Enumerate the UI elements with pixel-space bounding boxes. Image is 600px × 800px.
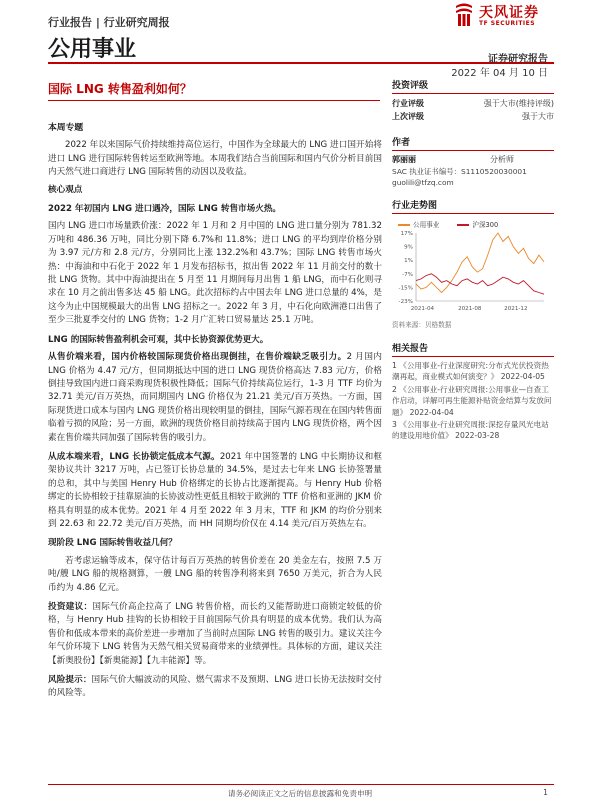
- legend-sector-label: 公用事业: [413, 221, 440, 229]
- x-tick-label: 2021-08: [458, 306, 482, 312]
- paragraph-2: [48, 351, 382, 445]
- paragraph-2-text: 2 月国内 LNG 价格为 4.47 元/方，但同期抵达中国的进口 LNG 现货价格高达 7.83 元/方，价格倒挂导致国内进口商采购现货积极性降低；国际气价持续高位运行，1-3 月 TTF 均价为 32.71 美元/百万英热，而同期国内 LNG 价格仅为 21.21 美元/百万英热。一方面，国际现货进口成本与国内 LNG 现货价格出现较明显的倒挂，国际气源若现在在国内转售面临着亏损的风险；另一方面，欧洲的现货价格目前持续高于国内 LNG 现货价格，两个因素在售价端共同加强了国际转售的吸引力。: [48, 352, 382, 443]
- series-line-csi300: [416, 274, 544, 294]
- section-heading-3: 现阶段 LNG 国际转售收益几何？: [48, 538, 177, 549]
- company-logo: [453, 2, 563, 32]
- core-view-heading: 核心观点: [48, 184, 83, 195]
- intro-paragraph: 2022 年以来国际气价持续维持高位运行，中国作为全球最大的 LNG 进口国开始将进口 LNG 进行国际转售转运至欧洲等地。本周我们结合当前国际和国内气价分析目前国内天然气进口商进行 LNG 国际转售的动因以及收益。: [48, 140, 382, 178]
- author-email[interactable]: guolili@tfzq.com: [392, 178, 454, 187]
- paragraph-3: [48, 451, 382, 531]
- paragraph-2-lead: 从售价端来看，国内价格较国际现货价格出现倒挂，在售价端缺乏吸引力。: [48, 352, 347, 363]
- sector-title: 公用事业: [48, 37, 137, 62]
- author-role: 分析师: [490, 155, 514, 164]
- sidebar: [392, 78, 554, 443]
- risk-warning-text: 国际气价大幅波动的风险、燃气需求不及预期、LNG 进口长协无法按时交付的风险等。: [48, 675, 382, 699]
- related-heading: 相关报告: [392, 341, 554, 357]
- report-date: 2022 年 04 月 10 日: [451, 68, 548, 79]
- page-number: 1: [543, 788, 548, 797]
- x-tick-label: 2021-04: [410, 306, 435, 312]
- author-heading: 作者: [392, 135, 554, 151]
- related-report-2[interactable]: 2 《公用事业-行业研究周报:公用事业—自查工作启动，详解可再生能源补贴资金结算与发放问题》 2022-04-04: [392, 384, 552, 417]
- industry-rating-value: 强于大市(维持评级): [483, 99, 554, 108]
- risk-warning-lead: 风险提示：: [48, 675, 92, 686]
- investment-advice-text: 国际气价高企拉高了 LNG 转售价格，而长约又能帮助进口商锁定较低的价格，与 Henry Hub 挂钩的长协相较于目前国际气价具有明显的成本优势。我们认为高售价和低成本带来的高价差进一步增加了当前时点国际 LNG 转售的吸引力。建议关注今年气价环境下 LNG 转售为天然气相关贸易商带来的业绩弹性。具体标的方面，建议关注【新奥股份】【新奥能源】【九丰能源】等。: [48, 602, 382, 666]
- previous-rating-row: [392, 110, 554, 123]
- previous-rating-label: 上次评级: [392, 112, 424, 121]
- report-category: 行业报告 | 行业研究周报: [48, 16, 170, 29]
- trend-chart: [392, 217, 554, 317]
- industry-rating-row: [392, 97, 554, 110]
- industry-rating-label: 行业评级: [392, 99, 424, 108]
- y-tick-label: -23%: [398, 299, 413, 305]
- trend-chart-svg: [392, 217, 554, 317]
- risk-warning: [48, 674, 382, 701]
- subtitle-divider: [48, 100, 380, 101]
- logo-text-cn: 天风证券: [479, 5, 539, 21]
- author-name: 郭丽丽: [392, 155, 416, 164]
- paragraph-3-text: 2021 年中国签署的 LNG 中长期协议和框架协议共计 3217 万吨，占已签订长协总量的 34.5%，是过去七年来 LNG 长协签署量的总和，其中与美国 Henry Hub 价格绑定的长协占比逐渐提高。与 Henry Hub 价格绑定的长协相较于挂靠原油的长协波动性更低且相较于欧洲的 TTF 价格和亚洲的 JKM 价格具有明显的成本优势。2021 年 4 月至 2022 年 3 月末，TTF 和 JKM 的均价分别来到 22.63 和 22.72 美元/百万英热，而 HH 同期均价仅在 4.14 美元/百万英热左右。: [48, 451, 382, 529]
- author-cert: SAC 执业证书编号：S1110520030001: [392, 167, 527, 176]
- y-tick-label: 1%: [404, 258, 413, 265]
- paragraph-4: 若考虑运输等成本，保守估计每百万英热的转售价差在 20 美金左右，按照 7.5 万吨/艘 LNG 船的规格测算，一艘 LNG 船的转售净利将来到 7650 万美元，折合为人民币约为 4.86 亿元。: [48, 555, 382, 593]
- legend-csi300-label: 沪深300: [472, 221, 499, 229]
- x-tick-label: 2021-12: [504, 306, 528, 312]
- footer-disclaimer: 请务必阅读正文之后的信息披露和免责申明: [227, 789, 373, 798]
- report-type: 证券研究报告: [488, 54, 548, 65]
- related-report-1[interactable]: 1 《公用事业-行业深度研究:分布式光伏投资热潮再起，商业模式如何演变？》 2022-04-05: [392, 361, 549, 382]
- y-tick-label: 9%: [404, 244, 413, 251]
- y-tick-label: 17%: [400, 231, 413, 237]
- main-content: [48, 122, 382, 707]
- section-heading-1: 2022 年初国内 LNG 进口遇冷，国际 LNG 转售市场火热。: [48, 204, 282, 215]
- y-tick-label: -7%: [402, 271, 413, 278]
- related-reports: [392, 360, 554, 442]
- series-line-sector: [416, 233, 544, 293]
- chart-source: 资料来源：贝格数据: [392, 321, 452, 329]
- section-heading-2: LNG 的国际转售盈利机会可观，其中长协资源优势更大。: [48, 334, 269, 345]
- author-name-row: [392, 154, 554, 166]
- report-subtitle: 国际 LNG 转售盈利如何？: [48, 82, 192, 96]
- paragraph-1: 国内 LNG 进口市场量跌价涨：2022 年 1 月和 2 月中国的 LNG 进口量分别为 781.32 万吨和 486.36 万吨，同比分别下降 6.7%和 11.8%；进口 LNG 的平均到岸价格分别为 3.97 元/方和 2.8 元/方，分别同比上涨 132.2%和 43.7%；国际 LNG 转售市场火热：中海油和中石化于 2022 年 1 月发布招标书，拟出售 2022 年 11 月前交付的数十批 LNG 货物。其中中海油提出在 5 月至 11 月期间每月出售 1 船 LNG，而中石化则寻求在 10 月之前出售多达 45 船 LNG。此次招标约占中国去年 LNG 进口总量的 4%，是这今为止中国规模最大的出售 LNG 招标之一。2022 年 3 月，中石化向欧洲港口出售了至少三批夏季交付的 LNG 货物；1-2 月广汇转口贸易量达 25.1 万吨。: [48, 221, 382, 326]
- logo-text-en: TF SECURITIES: [479, 20, 536, 27]
- chart-heading: 行业走势图: [392, 198, 554, 214]
- y-tick-label: -15%: [398, 285, 413, 292]
- rating-heading: 投资评级: [392, 78, 554, 94]
- paragraph-3-lead: 从成本端来看，LNG 长协锁定低成本气源。: [48, 451, 220, 462]
- footer-divider: [48, 784, 554, 785]
- tf-logo-icon: [453, 2, 475, 28]
- previous-rating-value: 强于大市: [522, 112, 554, 121]
- investment-advice-lead: 投资建议：: [48, 602, 93, 612]
- week-topic-heading: 本周专题: [48, 123, 84, 133]
- related-report-3[interactable]: 3 《公用事业-行业研究周报:深挖存量风光电站的建设用地价值》 2022-03-28: [392, 420, 549, 441]
- investment-advice: [48, 601, 382, 668]
